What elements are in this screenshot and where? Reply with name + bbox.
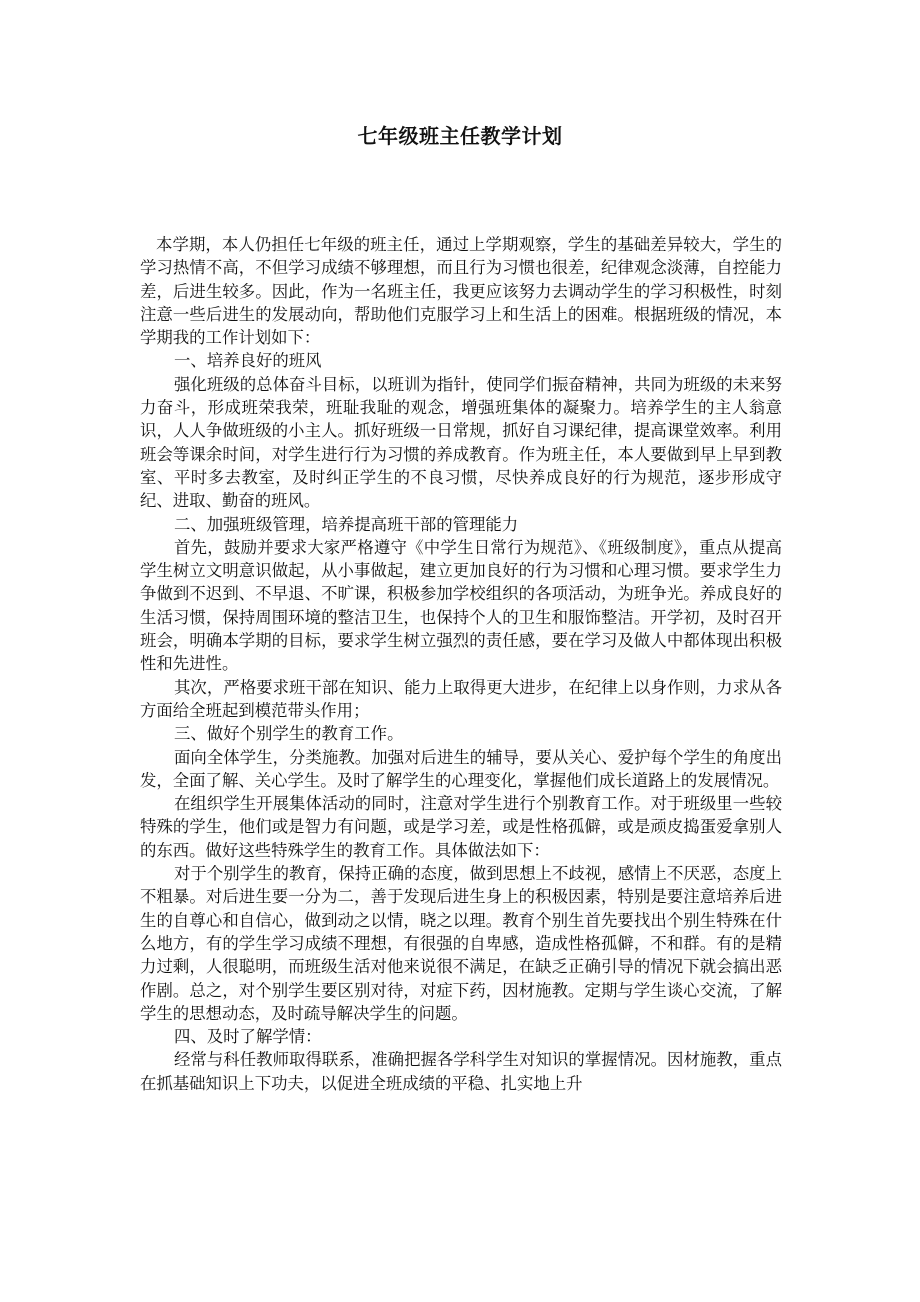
section-heading-2: 二、加强班级管理，培养提高班干部的管理能力 xyxy=(174,514,519,534)
section-heading-1: 一、培养良好的班风 xyxy=(174,351,322,371)
body-paragraph: 其次，严格要求班干部在知识、能力上取得更大进步，在纪律上以身作则，力求从各方面给全班起到模范带头作用； xyxy=(140,677,782,720)
body-paragraph: 面向全体学生，分类施教。加强对后进生的辅导，要从关心、爱护每个学生的角度出发，全面了解、关心学生。及时了解学生的心理变化，掌握他们成长道路上的发展情况。 xyxy=(140,747,782,790)
document-body xyxy=(140,233,782,1095)
body-paragraph: 对于个别学生的教育，保持正确的态度，做到思想上不歧视，感情上不厌恶，态度上不粗暴。对后进生要一分为二，善于发现后进生身上的积极因素，特别是要注意培养后进生的自尊心和自信心，做到动之以情，晓之以理。教育个别生首先要找出个别生特殊在什么地方，有的学生学习成绩不理想，有很强的自卑感，造成性格孤僻，不和群。有的是精力过剩，人很聪明，而班级生活对他来说很不满足，在缺乏正确引导的情况下就会搞出恶作剧。总之，对个别学生要区别对待，对症下药，因材施教。定期与学生谈心交流，了解学生的思想动态，及时疏导解决学生的问题。 xyxy=(140,864,782,1023)
body-paragraph: 经常与科任教师取得联系，准确把握各学科学生对知识的掌握情况。因材施教，重点在抓基础知识上下功夫，以促进全班成绩的平稳、扎实地上升 xyxy=(140,1050,782,1093)
section-heading-3: 三、做好个别学生的教育工作。 xyxy=(174,724,404,744)
section-heading-4: 四、及时了解学情： xyxy=(174,1027,322,1047)
intro-paragraph: 本学期，本人仍担任七年级的班主任，通过上学期观察，学生的基础差异较大，学生的学习热情不高，不但学习成绩不够理想，而且行为习惯也很差，纪律观念淡薄，自控能力差，后进生较多。因此，作为一名班主任，我更应该努力去调动学生的学习积极性，时刻注意一些后进生的发展动向，帮助他们克服学习上和生活上的困难。根据班级的情况，本学期我的工作计划如下： xyxy=(140,235,782,348)
body-paragraph: 在组织学生开展集体活动的同时，注意对学生进行个别教育工作。对于班级里一些较特殊的学生，他们或是智力有问题，或是学习差，或是性格孤僻，或是顽皮捣蛋爱拿别人的东西。做好这些特殊学生的教育工作。具体做法如下： xyxy=(140,794,782,860)
document-title: 七年级班主任教学计划 xyxy=(357,124,563,148)
body-paragraph: 强化班级的总体奋斗目标，以班训为指针，使同学们振奋精神，共同为班级的未来努力奋斗，形成班荣我荣，班耻我耻的观念，增强班集体的凝聚力。培养学生的主人翁意识，人人争做班级的小主人。抓好班级一日常规，抓好自习课纪律，提高课堂效率。利用班会等课余时间，对学生进行行为习惯的养成教育。作为班主任，本人要做到早上早到教室、平时多去教室，及时纠正学生的不良习惯，尽快养成良好的行为规范，逐步形成守纪、进取、勤奋的班风。 xyxy=(140,374,782,511)
body-paragraph: 首先，鼓励并要求大家严格遵守《中学生日常行为规范》、《班级制度》，重点从提高学生树立文明意识做起，从小事做起，建立更加良好的行为习惯和心理习惯。要求学生力争做到不迟到、不早退、不旷课，积极参加学校组织的各项活动，为班争光。养成良好的生活习惯，保持周围环境的整洁卫生，也保持个人的卫生和服饰整洁。开学初，及时召开班会，明确本学期的目标，要求学生树立强烈的责任感，要在学习及做人中都体现出积极性和先进性。 xyxy=(140,537,782,674)
